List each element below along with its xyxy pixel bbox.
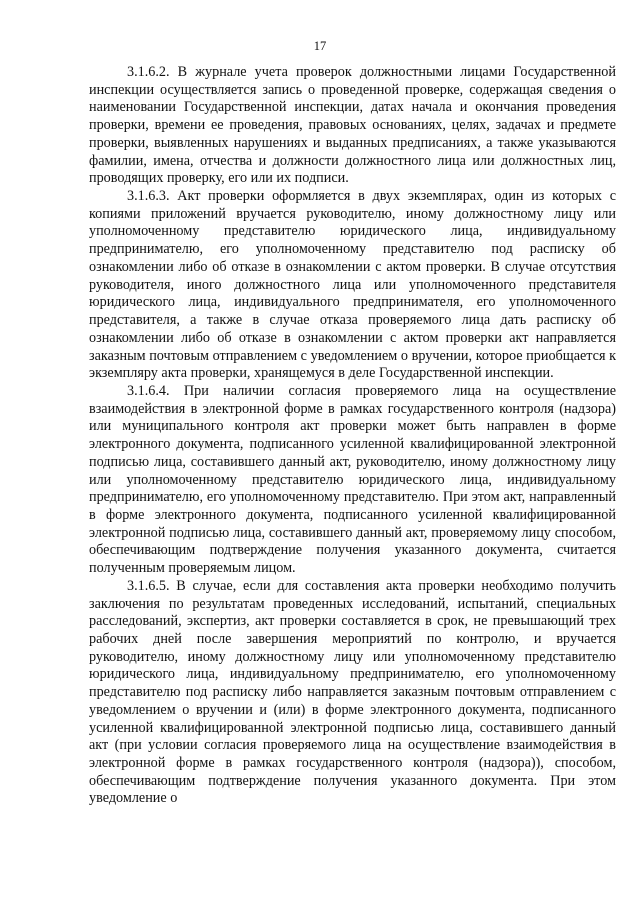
paragraph-3-1-6-2: 3.1.6.2. В журнале учета проверок должностными лицами Государственной инспекции осуществляется запись о проведенной проверке, содержащая сведения о наименовании Государственной инспекции, датах начала и окончания проведения проверки, времени ее проведения, правовых основаниях, целях, задачах и предмете проверки, выявленных нарушениях и выданных предписаниях, а также указываются фамилии, имена, отчества и должности должностного лица или должностных лиц, проводящих проверку, его или их подписи. xyxy=(89,64,616,187)
document-body xyxy=(89,64,616,808)
paragraph-3-1-6-4: 3.1.6.4. При наличии согласия проверяемого лица на осуществление взаимодействия в электронной форме в рамках государственного контроля (надзора) или муниципального контроля акт проверки может быть направлен в форме электронного документа, подписанного усиленной квалифицированной электронной подписью лица, составившего данный акт, руководителю, иному должностному лицу или уполномоченному представителю юридического лица, индивидуальному предпринимателю, его уполномоченному представителю. При этом акт, направленный в форме электронного документа, подписанного усиленной квалифицированной электронной подписью лица, составившего данный акт, проверяемому лицу способом, обеспечивающим подтверждение получения указанного документа, считается полученным проверяемым лицом. xyxy=(89,382,616,577)
paragraph-3-1-6-5: 3.1.6.5. В случае, если для составления акта проверки необходимо получить заключения по результатам проведенных исследований, испытаний, специальных расследований, экспертиз, акт проверки составляется в срок, не превышающий трех рабочих дней после завершения мероприятий по контролю, и вручается руководителю, иному должностному лицу или уполномоченному представителю юридического лица, индивидуальному предпринимателю, его уполномоченному представителю под расписку либо направляется заказным почтовым отправлением с уведомлением о вручении и (или) в форме электронного документа, подписанного усиленной квалифицированной электронной подписью лица, составившего данный акт (при условии согласия проверяемого лица на осуществление взаимодействия в электронной форме в рамках государственного контроля (надзора)), способом, обеспечивающим подтверждение получения указанного документа. При этом уведомление о xyxy=(89,577,616,807)
paragraph-3-1-6-3: 3.1.6.3. Акт проверки оформляется в двух экземплярах, один из которых с копиями приложений вручается руководителю, иному должностному лицу или уполномоченному представителю юридического лица, индивидуальному предпринимателю, его уполномоченному представителю под расписку об ознакомлении либо об отказе в ознакомлении с актом проверки. В случае отсутствия руководителя, иного должностного лица или уполномоченного представителя юридического лица, индивидуального предпринимателя, его уполномоченного представителя, а также в случае отказа проверяемого лица дать расписку об ознакомлении либо об отказе в ознакомлении с актом проверки акт направляется заказным почтовым отправлением с уведомлением о вручении, которое приобщается к экземпляру акта проверки, хранящемуся в деле Государственной инспекции. xyxy=(89,188,616,382)
page-number: 17 xyxy=(313,39,327,53)
